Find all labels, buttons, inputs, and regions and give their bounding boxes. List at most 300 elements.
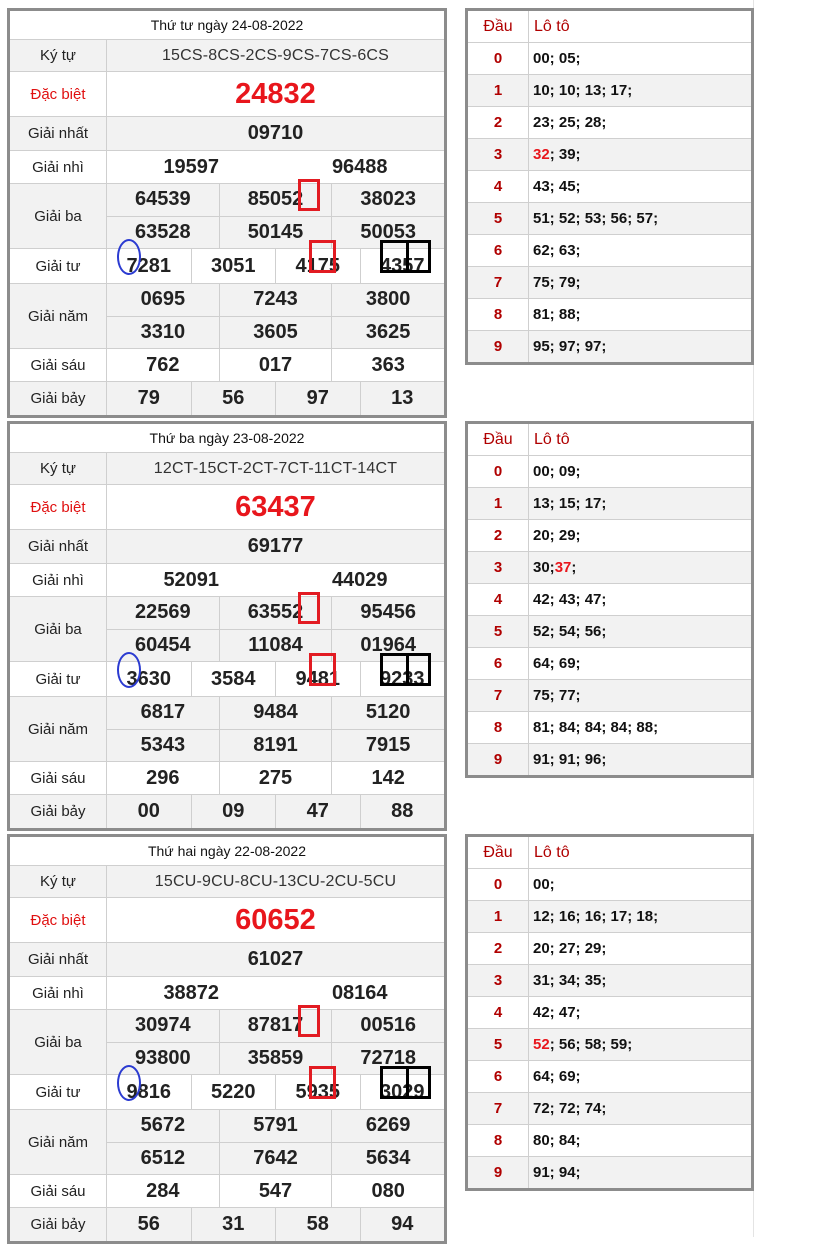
prize-number: 00 bbox=[137, 800, 160, 822]
values-line bbox=[107, 316, 444, 349]
giai-sau-values bbox=[107, 1175, 444, 1207]
loto-text: 00; 05; bbox=[533, 50, 581, 67]
dau-digit: 3 bbox=[468, 965, 529, 996]
ky-tu-row bbox=[10, 866, 444, 898]
prize-number: 13 bbox=[360, 382, 445, 415]
loto-text: 52; 54; 56; bbox=[533, 623, 607, 640]
prize-number: 47 bbox=[275, 795, 360, 828]
prize-number: 3051 bbox=[191, 249, 276, 283]
loto-values bbox=[529, 171, 751, 202]
prize-number: 44029 bbox=[331, 568, 388, 591]
values-line bbox=[107, 40, 444, 71]
giai-tu-row bbox=[10, 1075, 444, 1110]
values-line bbox=[107, 662, 444, 696]
giai-tu-values bbox=[107, 249, 444, 283]
giai-nam-values bbox=[107, 697, 444, 761]
giai-sau-label: Giải sáu bbox=[10, 349, 107, 381]
prize-number: 363 bbox=[331, 349, 444, 381]
loto-row bbox=[468, 1029, 751, 1061]
giai-tu-label: Giải tư bbox=[10, 1075, 107, 1109]
loto-values bbox=[529, 520, 751, 551]
prize-number: 5634 bbox=[331, 1143, 444, 1175]
giai-nhat-values bbox=[107, 943, 444, 976]
dau-digit: 7 bbox=[468, 1093, 529, 1124]
loto-text: 12; 16; 16; 17; 18; bbox=[533, 908, 659, 925]
giai-nhat-row bbox=[10, 530, 444, 564]
draw-date-title: Thứ hai ngày 22-08-2022 bbox=[10, 837, 444, 866]
dac-biet-label: Đặc biệt bbox=[10, 72, 107, 116]
dau-digit: 9 bbox=[468, 1157, 529, 1188]
prize-number: 275 bbox=[219, 762, 332, 794]
loto-table bbox=[465, 834, 754, 1191]
giai-nam-label: Giải năm bbox=[10, 1110, 107, 1174]
values-line bbox=[107, 1010, 444, 1042]
loto-text: 80; 84; bbox=[533, 1132, 581, 1149]
ky-tu-code: 15CS-8CS-2CS-9CS-7CS-6CS bbox=[161, 46, 390, 64]
ky-tu-label: Ký tự bbox=[10, 40, 107, 71]
loto-values bbox=[529, 456, 751, 487]
prize-number: 56 bbox=[137, 1213, 160, 1235]
dau-digit: 2 bbox=[468, 107, 529, 138]
prize-number: 85052 bbox=[219, 184, 332, 216]
prize-number: 93800 bbox=[135, 1046, 191, 1069]
prize-number: 09 bbox=[191, 795, 276, 828]
loto-row bbox=[468, 139, 751, 171]
values-line bbox=[107, 349, 444, 381]
giai-nhi-row bbox=[10, 151, 444, 184]
values-line bbox=[107, 697, 444, 729]
prize-number: 4175 bbox=[275, 249, 360, 283]
prize-number: 87817 bbox=[219, 1010, 332, 1042]
giai-sau-row bbox=[10, 349, 444, 382]
giai-tu-values bbox=[107, 1075, 444, 1109]
giai-bay-values bbox=[107, 1208, 444, 1241]
loto-header: Lô tô bbox=[534, 430, 570, 448]
giai-nhat-values bbox=[107, 530, 444, 563]
loto-row bbox=[468, 680, 751, 712]
giai-tu-label: Giải tư bbox=[10, 662, 107, 696]
first-prize-number: 09710 bbox=[247, 122, 304, 144]
prize-number: 4357 bbox=[360, 249, 445, 283]
values-line bbox=[107, 453, 444, 484]
loto-row bbox=[468, 1093, 751, 1125]
giai-nhi-label: Giải nhì bbox=[10, 151, 107, 183]
special-prize-number: 24832 bbox=[235, 77, 316, 110]
prize-number: 60454 bbox=[135, 633, 191, 656]
first-prize-number: 61027 bbox=[247, 948, 304, 970]
giai-tu-row bbox=[10, 249, 444, 284]
prize-number: 6817 bbox=[140, 701, 186, 724]
giai-ba-row bbox=[10, 1010, 444, 1075]
loto-text: 42; 43; 47; bbox=[533, 591, 607, 608]
prize-number: 8191 bbox=[219, 730, 332, 762]
values-line bbox=[107, 943, 444, 976]
dac-biet-row bbox=[10, 72, 444, 117]
giai-ba-label: Giải ba bbox=[10, 597, 107, 661]
loto-row bbox=[468, 267, 751, 299]
prize-number: 97 bbox=[275, 382, 360, 415]
giai-sau-values bbox=[107, 349, 444, 381]
values-line bbox=[107, 762, 444, 794]
loto-row bbox=[468, 171, 751, 203]
prize-number: 5343 bbox=[140, 733, 186, 756]
giai-ba-values bbox=[107, 597, 444, 661]
loto-text: ; bbox=[571, 559, 577, 576]
values-line bbox=[107, 1110, 444, 1142]
values-line bbox=[107, 485, 444, 529]
values-line bbox=[107, 977, 444, 1009]
loto-row bbox=[468, 552, 751, 584]
prize-number: 9481 bbox=[275, 662, 360, 696]
values-line bbox=[107, 216, 444, 249]
giai-bay-values bbox=[107, 795, 444, 828]
dau-digit: 4 bbox=[468, 584, 529, 615]
prize-number: 5791 bbox=[219, 1110, 332, 1142]
giai-nhat-values bbox=[107, 117, 444, 150]
giai-nhat-row bbox=[10, 117, 444, 151]
loto-values bbox=[529, 1125, 751, 1156]
loto-values bbox=[529, 488, 751, 519]
loto-values bbox=[529, 616, 751, 647]
giai-nam-label: Giải năm bbox=[10, 284, 107, 348]
loto-values bbox=[529, 1093, 751, 1124]
dac-biet-label: Đặc biệt bbox=[10, 898, 107, 942]
loto-values bbox=[529, 75, 751, 106]
giai-nhat-label: Giải nhất bbox=[10, 943, 107, 976]
loto-row bbox=[468, 107, 751, 139]
loto-header: Lô tô bbox=[534, 17, 570, 35]
giai-bay-row bbox=[10, 795, 444, 828]
values-line bbox=[107, 866, 444, 897]
loto-row bbox=[468, 235, 751, 267]
dau-digit: 6 bbox=[468, 1061, 529, 1092]
loto-row bbox=[468, 584, 751, 616]
dau-digit: 8 bbox=[468, 712, 529, 743]
prize-number: 56 bbox=[191, 382, 276, 415]
prize-number: 64539 bbox=[135, 188, 191, 211]
loto-text: 31; 34; 35; bbox=[533, 972, 607, 989]
loto-values bbox=[529, 203, 751, 234]
loto-row bbox=[468, 43, 751, 75]
values-line bbox=[107, 729, 444, 762]
prize-number: 6512 bbox=[140, 1146, 186, 1169]
giai-nam-row bbox=[10, 1110, 444, 1175]
giai-ba-values bbox=[107, 184, 444, 248]
ky-tu-row bbox=[10, 40, 444, 72]
giai-nam-label: Giải năm bbox=[10, 697, 107, 761]
loto-row bbox=[468, 488, 751, 520]
prize-number: 50145 bbox=[219, 217, 332, 249]
draw-date-title: Thứ tư ngày 24-08-2022 bbox=[10, 11, 444, 40]
results-table bbox=[7, 421, 447, 831]
prize-number: 38023 bbox=[331, 184, 444, 216]
loto-text: 72; 72; 74; bbox=[533, 1100, 607, 1117]
dau-digit: 9 bbox=[468, 331, 529, 362]
prize-number: 19597 bbox=[163, 155, 220, 178]
loto-text: 75; 79; bbox=[533, 274, 581, 291]
loto-text: 20; 29; bbox=[533, 527, 581, 544]
loto-text: 62; 63; bbox=[533, 242, 581, 259]
dau-digit: 9 bbox=[468, 744, 529, 775]
loto-row bbox=[468, 456, 751, 488]
dau-digit: 2 bbox=[468, 520, 529, 551]
special-loto-highlight: 32 bbox=[533, 146, 550, 163]
special-prize-number: 60652 bbox=[235, 903, 316, 936]
loto-text: 30; bbox=[533, 559, 555, 576]
loto-values bbox=[529, 744, 751, 775]
prize-number: 95456 bbox=[331, 597, 444, 629]
giai-sau-values bbox=[107, 762, 444, 794]
dac-biet-values bbox=[107, 72, 444, 116]
prize-number: 5220 bbox=[191, 1075, 276, 1109]
prize-number: 9233 bbox=[360, 662, 445, 696]
values-line bbox=[107, 284, 444, 316]
loto-text: 10; 10; 13; 17; bbox=[533, 82, 633, 99]
loto-text: ; 39; bbox=[549, 146, 581, 163]
ky-tu-code: 12CT-15CT-2CT-7CT-11CT-14CT bbox=[153, 459, 398, 477]
prize-number: 08164 bbox=[331, 981, 388, 1004]
loto-values bbox=[529, 1029, 751, 1060]
giai-tu-row bbox=[10, 662, 444, 697]
dau-digit: 4 bbox=[468, 997, 529, 1028]
loto-text: 23; 25; 28; bbox=[533, 114, 607, 131]
giai-nam-row bbox=[10, 697, 444, 762]
loto-values bbox=[529, 43, 751, 74]
prize-number: 7915 bbox=[331, 730, 444, 762]
giai-nhi-label: Giải nhì bbox=[10, 977, 107, 1009]
loto-row bbox=[468, 933, 751, 965]
prize-number: 22569 bbox=[135, 601, 191, 624]
loto-values bbox=[529, 584, 751, 615]
giai-tu-values bbox=[107, 662, 444, 696]
prize-number: 38872 bbox=[163, 981, 220, 1004]
loto-values bbox=[529, 680, 751, 711]
dau-digit: 3 bbox=[468, 552, 529, 583]
draw-date-title: Thứ ba ngày 23-08-2022 bbox=[10, 424, 444, 453]
prize-number: 63528 bbox=[135, 220, 191, 243]
loto-row bbox=[468, 520, 751, 552]
ky-tu-values bbox=[107, 453, 444, 484]
dau-digit: 0 bbox=[468, 869, 529, 900]
prize-number: 11084 bbox=[219, 630, 332, 662]
giai-ba-row bbox=[10, 184, 444, 249]
dau-digit: 5 bbox=[468, 616, 529, 647]
values-line bbox=[107, 1042, 444, 1075]
dau-digit: 2 bbox=[468, 933, 529, 964]
loto-text: 64; 69; bbox=[533, 655, 581, 672]
dac-biet-values bbox=[107, 485, 444, 529]
prize-number: 35859 bbox=[219, 1043, 332, 1075]
prize-number: 080 bbox=[331, 1175, 444, 1207]
giai-bay-label: Giải bảy bbox=[10, 1208, 107, 1241]
prize-number: 5672 bbox=[140, 1114, 186, 1137]
giai-sau-row bbox=[10, 762, 444, 795]
dac-biet-label: Đặc biệt bbox=[10, 485, 107, 529]
loto-values bbox=[529, 997, 751, 1028]
special-loto-highlight: 37 bbox=[554, 559, 572, 576]
dau-header: Đầu bbox=[468, 11, 529, 42]
giai-sau-label: Giải sáu bbox=[10, 1175, 107, 1207]
prize-number: 3630 bbox=[126, 667, 171, 690]
dau-digit: 0 bbox=[468, 456, 529, 487]
giai-ba-values bbox=[107, 1010, 444, 1074]
giai-nam-values bbox=[107, 1110, 444, 1174]
loto-header: Lô tô bbox=[534, 843, 570, 861]
giai-tu-label: Giải tư bbox=[10, 249, 107, 283]
giai-nam-row bbox=[10, 284, 444, 349]
loto-row bbox=[468, 744, 751, 775]
loto-values bbox=[529, 869, 751, 900]
special-loto-highlight: 52 bbox=[533, 1036, 550, 1053]
prize-number: 00516 bbox=[331, 1010, 444, 1042]
giai-sau-row bbox=[10, 1175, 444, 1208]
values-line bbox=[107, 117, 444, 150]
loto-text: 91; 91; 96; bbox=[533, 751, 607, 768]
prize-number: 7642 bbox=[219, 1143, 332, 1175]
prize-number: 9816 bbox=[126, 1080, 171, 1103]
prize-number: 31 bbox=[191, 1208, 276, 1241]
prize-number: 01964 bbox=[331, 630, 444, 662]
giai-nam-values bbox=[107, 284, 444, 348]
dau-digit: 7 bbox=[468, 680, 529, 711]
prize-number: 5935 bbox=[275, 1075, 360, 1109]
giai-nhi-values bbox=[107, 564, 444, 596]
loto-header-row bbox=[468, 424, 751, 456]
dau-digit: 1 bbox=[468, 488, 529, 519]
prize-number: 94 bbox=[360, 1208, 445, 1241]
loto-values bbox=[529, 1157, 751, 1188]
loto-text: 20; 27; 29; bbox=[533, 940, 607, 957]
first-prize-number: 69177 bbox=[247, 535, 304, 557]
prize-number: 142 bbox=[331, 762, 444, 794]
loto-values bbox=[529, 235, 751, 266]
loto-values bbox=[529, 648, 751, 679]
giai-sau-label: Giải sáu bbox=[10, 762, 107, 794]
values-line bbox=[107, 530, 444, 563]
prize-number: 96488 bbox=[331, 155, 388, 178]
values-line bbox=[107, 184, 444, 216]
ky-tu-values bbox=[107, 866, 444, 897]
dau-digit: 0 bbox=[468, 43, 529, 74]
loto-table bbox=[465, 8, 754, 365]
loto-text: 81; 88; bbox=[533, 306, 581, 323]
prize-number: 72718 bbox=[331, 1043, 444, 1075]
prize-number: 3029 bbox=[360, 1075, 445, 1109]
loto-row bbox=[468, 75, 751, 107]
giai-bay-label: Giải bảy bbox=[10, 795, 107, 828]
prize-number: 547 bbox=[219, 1175, 332, 1207]
loto-values bbox=[529, 965, 751, 996]
ky-tu-label: Ký tự bbox=[10, 453, 107, 484]
prize-number: 017 bbox=[219, 349, 332, 381]
loto-table bbox=[465, 421, 754, 778]
dau-digit: 4 bbox=[468, 171, 529, 202]
giai-nhi-values bbox=[107, 151, 444, 183]
loto-row bbox=[468, 965, 751, 997]
prize-number: 284 bbox=[146, 1179, 180, 1202]
dau-header: Đầu bbox=[468, 424, 529, 455]
giai-bay-values bbox=[107, 382, 444, 415]
dau-digit: 3 bbox=[468, 139, 529, 170]
dau-digit: 6 bbox=[468, 235, 529, 266]
dau-digit: 5 bbox=[468, 203, 529, 234]
loto-values bbox=[529, 1061, 751, 1092]
loto-values bbox=[529, 267, 751, 298]
loto-text: 64; 69; bbox=[533, 1068, 581, 1085]
loto-header-row bbox=[468, 837, 751, 869]
loto-row bbox=[468, 616, 751, 648]
ky-tu-label: Ký tự bbox=[10, 866, 107, 897]
loto-row bbox=[468, 648, 751, 680]
loto-values bbox=[529, 299, 751, 330]
loto-row bbox=[468, 1157, 751, 1188]
values-line bbox=[107, 795, 444, 828]
results-table bbox=[7, 8, 447, 418]
values-line bbox=[107, 151, 444, 183]
loto-text: 00; bbox=[533, 876, 555, 893]
ky-tu-row bbox=[10, 453, 444, 485]
ky-tu-code: 15CU-9CU-8CU-13CU-2CU-5CU bbox=[154, 872, 397, 890]
giai-nhi-values bbox=[107, 977, 444, 1009]
loto-text: 95; 97; 97; bbox=[533, 338, 607, 355]
dau-digit: 1 bbox=[468, 901, 529, 932]
loto-text: 81; 84; 84; 84; 88; bbox=[533, 719, 659, 736]
giai-ba-row bbox=[10, 597, 444, 662]
prize-number: 50053 bbox=[331, 217, 444, 249]
loto-text: 43; 45; bbox=[533, 178, 581, 195]
prize-number: 762 bbox=[146, 353, 180, 376]
loto-row bbox=[468, 997, 751, 1029]
dau-digit: 5 bbox=[468, 1029, 529, 1060]
loto-header-row bbox=[468, 11, 751, 43]
dau-digit: 1 bbox=[468, 75, 529, 106]
giai-bay-row bbox=[10, 1208, 444, 1241]
prize-number: 3800 bbox=[331, 284, 444, 316]
loto-row bbox=[468, 712, 751, 744]
loto-text: 91; 94; bbox=[533, 1164, 581, 1181]
values-line bbox=[107, 1208, 444, 1241]
dac-biet-values bbox=[107, 898, 444, 942]
values-line bbox=[107, 564, 444, 596]
prize-number: 296 bbox=[146, 766, 180, 789]
prize-number: 63552 bbox=[219, 597, 332, 629]
giai-ba-label: Giải ba bbox=[10, 1010, 107, 1074]
prize-number: 0695 bbox=[140, 288, 186, 311]
loto-text: 13; 15; 17; bbox=[533, 495, 607, 512]
dac-biet-row bbox=[10, 898, 444, 943]
values-line bbox=[107, 249, 444, 283]
dac-biet-row bbox=[10, 485, 444, 530]
values-line bbox=[107, 1075, 444, 1109]
results-table bbox=[7, 834, 447, 1244]
prize-number: 3584 bbox=[191, 662, 276, 696]
dau-digit: 8 bbox=[468, 299, 529, 330]
loto-values bbox=[529, 107, 751, 138]
prize-number: 6269 bbox=[331, 1110, 444, 1142]
ky-tu-values bbox=[107, 40, 444, 71]
dau-header: Đầu bbox=[468, 837, 529, 868]
prize-number: 3605 bbox=[219, 317, 332, 349]
giai-nhat-label: Giải nhất bbox=[10, 117, 107, 150]
loto-text: 51; 52; 53; 56; 57; bbox=[533, 210, 659, 227]
loto-values bbox=[529, 901, 751, 932]
dau-digit: 6 bbox=[468, 648, 529, 679]
prize-number: 79 bbox=[137, 387, 160, 409]
loto-text: 42; 47; bbox=[533, 1004, 581, 1021]
loto-text: 75; 77; bbox=[533, 687, 581, 704]
values-line bbox=[107, 1142, 444, 1175]
loto-values bbox=[529, 933, 751, 964]
